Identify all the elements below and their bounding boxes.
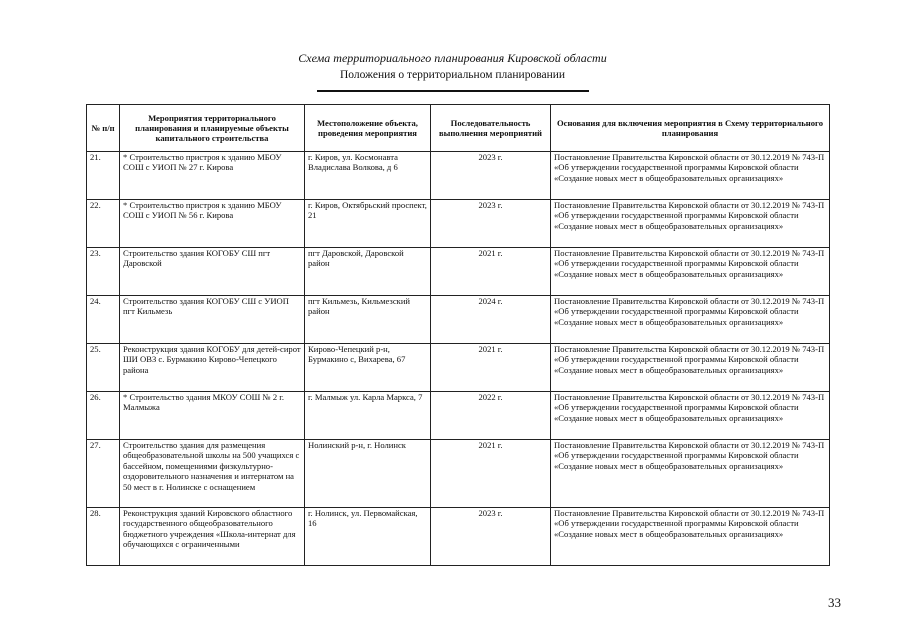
row-location: пгт Даровской, Даровской район	[305, 248, 431, 296]
row-number: 23.	[87, 248, 120, 296]
table-row	[87, 152, 830, 200]
row-number: 24.	[87, 296, 120, 344]
planning-activities-table	[86, 104, 830, 566]
row-location: г. Киров, Октябрьский проспект, 21	[305, 200, 431, 248]
row-basis: Постановление Правительства Кировской области от 30.12.2019 № 743-П «Об утверждении государственной программы Кировской области «Создание новых мест в общеобразовательных организациях»	[551, 296, 830, 344]
row-sequence: 2024 г.	[431, 296, 551, 344]
page-header	[0, 51, 905, 83]
row-basis: Постановление Правительства Кировской области от 30.12.2019 № 743-П «Об утверждении государственной программы Кировской области «Создание новых мест в общеобразовательных организациях»	[551, 344, 830, 392]
row-basis: Постановление Правительства Кировской области от 30.12.2019 № 743-П «Об утверждении государственной программы Кировской области «Создание новых мест в общеобразовательных организациях»	[551, 440, 830, 508]
row-sequence: 2023 г.	[431, 508, 551, 566]
row-number: 25.	[87, 344, 120, 392]
row-activity: Строительство здания КОГОБУ СШ пгт Даровской	[120, 248, 305, 296]
row-location: Кирово-Чепецкий р-н, Бурмакино с, Вихарева, 67	[305, 344, 431, 392]
row-activity: Строительство здания для размещения общеобразовательной школы на 500 учащихся с бассейном, помещениями физкультурно-оздоровительного назначения и интернатом на 50 мест в г. Нолинске с оснащением	[120, 440, 305, 508]
row-basis: Постановление Правительства Кировской области от 30.12.2019 № 743-П «Об утверждении государственной программы Кировской области «Создание новых мест в общеобразовательных организациях»	[551, 508, 830, 566]
header-divider	[317, 90, 589, 92]
column-header-number: № п/п	[87, 105, 120, 152]
row-sequence: 2022 г.	[431, 392, 551, 440]
row-activity: Реконструкция зданий Кировского областного государственного общеобразовательного бюджетного учреждения «Школа-интернат для обучающихся с ограниченными	[120, 508, 305, 566]
row-number: 28.	[87, 508, 120, 566]
row-number: 26.	[87, 392, 120, 440]
document-subtitle: Положения о территориальном планировании	[339, 69, 566, 81]
column-header-location: Местоположение объекта, проведения мероприятия	[305, 105, 431, 152]
table-header-row	[87, 105, 830, 152]
row-activity: * Строительство пристроя к зданию МБОУ СОШ с УИОП № 56 г. Кирова	[120, 200, 305, 248]
table-row	[87, 508, 830, 566]
row-activity: Строительство здания КОГОБУ СШ с УИОП пгт Кильмезь	[120, 296, 305, 344]
table-row	[87, 344, 830, 392]
table-row	[87, 248, 830, 296]
row-basis: Постановление Правительства Кировской области от 30.12.2019 № 743-П «Об утверждении государственной программы Кировской области «Создание новых мест в общеобразовательных организациях»	[551, 392, 830, 440]
row-location: г. Малмыж ул. Карла Маркса, 7	[305, 392, 431, 440]
column-header-basis: Основания для включения мероприятия в Схему территориального планирования	[551, 105, 830, 152]
row-basis: Постановление Правительства Кировской области от 30.12.2019 № 743-П «Об утверждении государственной программы Кировской области «Создание новых мест в общеобразовательных организациях»	[551, 152, 830, 200]
table-row	[87, 392, 830, 440]
page-number: 33	[828, 595, 841, 610]
row-sequence: 2023 г.	[431, 152, 551, 200]
row-number: 21.	[87, 152, 120, 200]
row-location: г. Киров, ул. Космонавта Владислава Волкова, д 6	[305, 152, 431, 200]
row-activity: * Строительство пристроя к зданию МБОУ СОШ с УИОП № 27 г. Кирова	[120, 152, 305, 200]
table-row	[87, 200, 830, 248]
row-number: 22.	[87, 200, 120, 248]
table-row	[87, 296, 830, 344]
row-location: пгт Кильмезь, Кильмезский район	[305, 296, 431, 344]
row-activity: * Строительство здания МКОУ СОШ № 2 г. Малмыжа	[120, 392, 305, 440]
row-sequence: 2021 г.	[431, 440, 551, 508]
row-sequence: 2023 г.	[431, 200, 551, 248]
row-sequence: 2021 г.	[431, 248, 551, 296]
row-location: Нолинский р-н, г. Нолинск	[305, 440, 431, 508]
row-sequence: 2021 г.	[431, 344, 551, 392]
column-header-sequence: Последовательность выполнения мероприятий	[431, 105, 551, 152]
table-row	[87, 440, 830, 508]
document-title: Схема территориального планирования Кировской области	[298, 51, 607, 65]
row-basis: Постановление Правительства Кировской области от 30.12.2019 № 743-П «Об утверждении государственной программы Кировской области «Создание новых мест в общеобразовательных организациях»	[551, 200, 830, 248]
row-activity: Реконструкция здания КОГОБУ для детей-сирот ШИ ОВЗ с. Бурмакино Кирово-Чепецкого района	[120, 344, 305, 392]
column-header-activity: Мероприятия территориального планирования и планируемые объекты капитального строительства	[120, 105, 305, 152]
row-location: г. Нолинск, ул. Первомайская, 16	[305, 508, 431, 566]
row-number: 27.	[87, 440, 120, 508]
row-basis: Постановление Правительства Кировской области от 30.12.2019 № 743-П «Об утверждении государственной программы Кировской области «Создание новых мест в общеобразовательных организациях»	[551, 248, 830, 296]
